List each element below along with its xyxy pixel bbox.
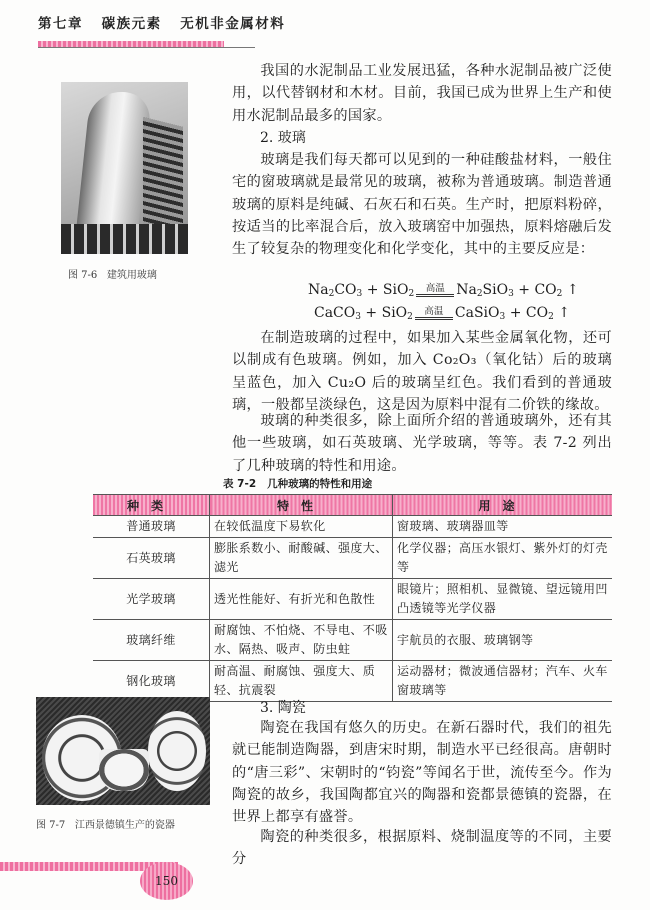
table-row: 石英玻璃 膨胀系数小、耐酸碱、强度大、滤光 化学仪器；高压水银灯、紫外灯的灯壳等	[93, 538, 612, 579]
column-header-property: 特性	[210, 495, 393, 516]
table-row: 玻璃纤维 耐腐蚀、不怕烧、不导电、不吸水、隔热、吸声、防虫蛀 宇航员的衣服、玻璃钢等	[93, 620, 612, 661]
column-header-type: 种类	[93, 495, 210, 516]
porcelain-plate-right	[148, 711, 206, 791]
paragraph-ceramic-types: 陶瓷的种类很多，根据原料、烧制温度等的不同，主要分	[232, 829, 612, 868]
condition-high-temp: 高温	[415, 307, 453, 320]
paragraph-glass-types: 玻璃的种类很多，除上面所介绍的普通玻璃外，还有其他一些玻璃，如石英玻璃、光学玻璃，等等。表 7-2 列出了几种玻璃的特性和用途。	[232, 413, 612, 474]
table-row: 光学玻璃 透光性能好、有折光和色散性 眼镜片；照相机、显微镜、望远镜用凹凸透镜等光学仪器	[93, 579, 612, 620]
glass-properties-table	[93, 494, 612, 702]
page-number-badge	[140, 862, 193, 900]
condition-high-temp: 高温	[416, 284, 454, 297]
table-header-row	[93, 495, 612, 516]
table-caption: 表 7-2 几种玻璃的特性和用途	[223, 478, 373, 490]
section-title-glass: 2. 玻璃	[260, 130, 306, 146]
porcelain-cup	[99, 749, 149, 791]
chapter-header: 第七章 碳族元素 无机非金属材料	[38, 16, 286, 32]
paragraph-glass-intro: 玻璃是我们每天都可以见到的一种硅酸盐材料，一般住宅的窗玻璃就是最常见的玻璃，被称为普通玻璃。制造普通玻璃的原料是纯碱、石灰石和石英。生产时，把原料粉碎，按适当的比率混合后，放入玻璃窑中加强热，原料熔融后发生了较复杂的物理变化和化学变化，其中的主要反应是：	[232, 152, 612, 258]
building-base	[61, 224, 188, 254]
figure-building-glass	[61, 82, 188, 254]
figure-caption-7-7: 图 7-7 江西景德镇生产的瓷器	[36, 820, 175, 831]
table-row: 钢化玻璃 耐高温、耐腐蚀、强度大、质轻、抗震裂 运动器材；微波通信器材；汽车、火车窗玻璃等	[93, 661, 612, 702]
figure-porcelain	[36, 697, 210, 805]
figure-caption-7-6: 图 7-6 建筑用玻璃	[68, 270, 157, 281]
equation-sodium-carbonate: $Na_2CO_3 + SiO_2$ 高温 $Na_2SiO_3 + CO_2$ ↑	[308, 282, 579, 299]
paragraph-ceramic-history: 陶瓷在我国有悠久的历史。在新石器时代，我们的祖先就已能制造陶器，到唐宋时期，制造水平已经很高。唐朝时的“唐三彩”、宋朝时的“钧瓷”等闻名于世，流传至今。作为陶瓷的故乡，我国陶都宜兴的陶器和瓷都景德镇的瓷器，在世界上都享有盛誉。	[232, 720, 612, 826]
page-number: 150	[155, 874, 178, 888]
building-tower	[75, 92, 152, 237]
column-header-usage: 用途	[393, 495, 613, 516]
table-row: 普通玻璃 在较低温度下易软化 窗玻璃、玻璃器皿等	[93, 516, 612, 538]
section-title-ceramic: 3. 陶瓷	[260, 700, 306, 716]
equation-calcium-carbonate: CaCO$_3$ + SiO$_2$ 高温 CaSiO$_3$ + $CO_2$ ↑	[314, 305, 570, 322]
header-rule	[38, 47, 255, 48]
paragraph-colored-glass: 在制造玻璃的过程中，如果加入某些金属氧化物，还可以制成有色玻璃。例如，加入 Co₂O₃（氧化钴）后的玻璃呈蓝色，加入 Cu₂O 后的玻璃呈红色。我们看到的普通玻璃，一般都呈淡绿色，这是因为原料中混有二价铁的缘故。	[232, 330, 612, 413]
paragraph-cement: 我国的水泥制品工业发展迅猛，各种水泥制品被广泛使用，以代替钢材和木材。目前，我国已成为世界上生产和使用水泥制品最多的国家。	[232, 63, 612, 124]
